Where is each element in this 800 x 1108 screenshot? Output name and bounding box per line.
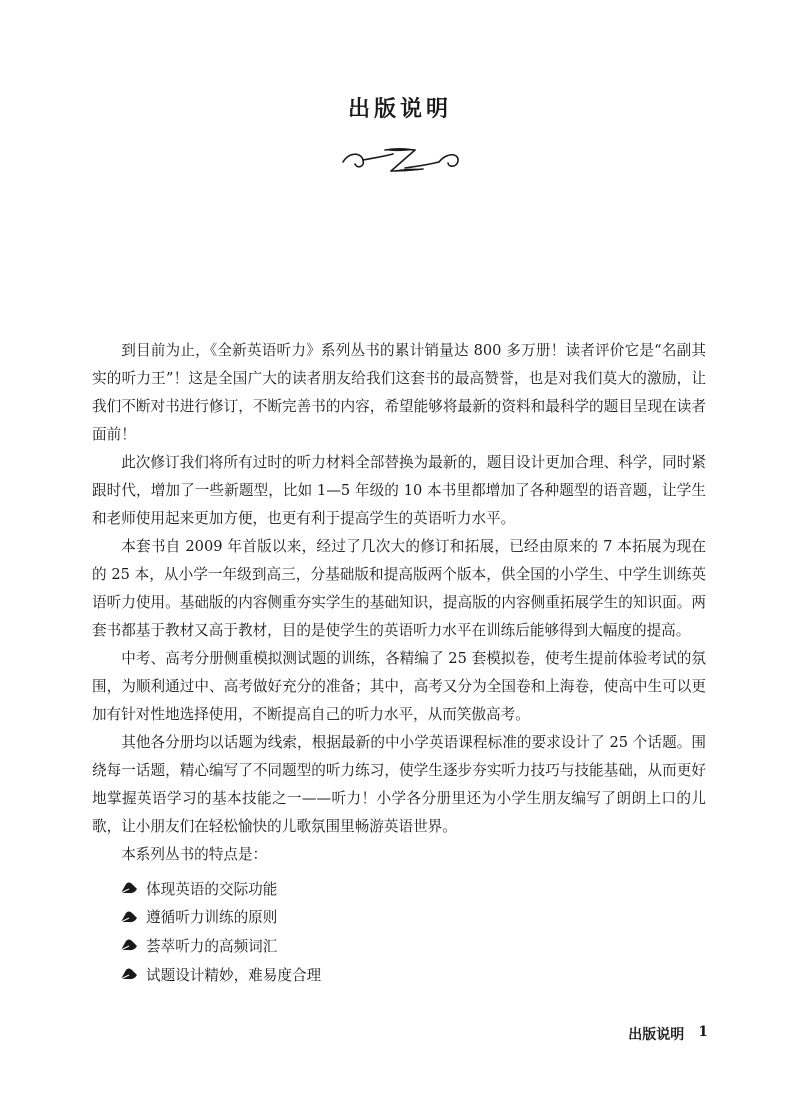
paragraph: 本系列丛书的特点是： xyxy=(121,846,268,863)
page-footer xyxy=(628,1024,708,1044)
page-title: 出版说明 xyxy=(347,96,452,122)
paragraph: 到目前为止，《全新英语听力》系列丛书的累计销量达 800 多万册！读者评价它是“名副其实的听力王”！这是全国广大的读者朋友给我们这套书的最高赞誉，也是对我们莫大的激励，让我们不断对书进行修订，不断完善书的内容，希望能够将最新的资料和最科学的题目呈现在读者面前！ xyxy=(92,342,706,443)
paragraph: 本套书自 2009 年首版以来，经过了几次大的修订和拓展，已经由原来的 7 本拓展为现在的 25 本，从小学一年级到高三，分基础版和提高版两个版本，供全国的小学生、中学生训练英语听力使用。基础版的内容侧重夯实学生的基础知识，提高版的内容侧重拓展学生的知识面。两套书都基于教材又高于教材，目的是使学生的英语听力水平在训练后能够得到大幅度的提高。 xyxy=(92,538,706,639)
pen-bullet-icon xyxy=(120,910,138,924)
body-text xyxy=(92,337,706,869)
footer-section-title: 出版说明 xyxy=(628,1027,685,1043)
pen-bullet-icon xyxy=(120,938,138,952)
list-item xyxy=(120,903,321,932)
feature-label: 荟萃听力的高频词汇 xyxy=(146,937,278,955)
feature-label: 试题设计精妙，难易度合理 xyxy=(146,966,322,984)
ornament-divider xyxy=(335,140,465,180)
paragraph: 其他各分册均以话题为线索，根据最新的中小学英语课程标准的要求设计了 25 个话题。围绕每一话题，精心编写了不同题型的听力练习，使学生逐步夯实听力技巧与技能基础，从而更好地掌握英语学习的基本技能之一——听力！小学各分册里还为小学生朋友编写了朗朗上口的儿歌，让小朋友们在轻松愉快的儿歌氛围里畅游英语世界。 xyxy=(92,734,706,835)
pen-bullet-icon xyxy=(120,881,138,895)
list-item xyxy=(120,960,321,989)
feature-list xyxy=(120,874,321,988)
feature-label: 体现英语的交际功能 xyxy=(146,880,278,898)
feature-label: 遵循听力训练的原则 xyxy=(146,909,278,927)
list-item xyxy=(120,931,321,960)
page-number: 1 xyxy=(698,1024,708,1040)
pen-bullet-icon xyxy=(120,967,138,981)
paragraph: 此次修订我们将所有过时的听力材料全部替换为最新的，题目设计更加合理、科学，同时紧跟时代，增加了一些新题型，比如 1—5 年级的 10 本书里都增加了各种题型的语音题，让学生和老师使用起来更加方便，也更有利于提高学生的英语听力水平。 xyxy=(92,454,706,527)
list-item xyxy=(120,874,321,903)
paragraph: 中考、高考分册侧重模拟测试题的训练，各精编了 25 套模拟卷，使考生提前体验考试的氛围，为顺利通过中、高考做好充分的准备；其中，高考又分为全国卷和上海卷，使高中生可以更加有针对性地选择使用，不断提高自己的听力水平，从而笑傲高考。 xyxy=(92,650,706,723)
